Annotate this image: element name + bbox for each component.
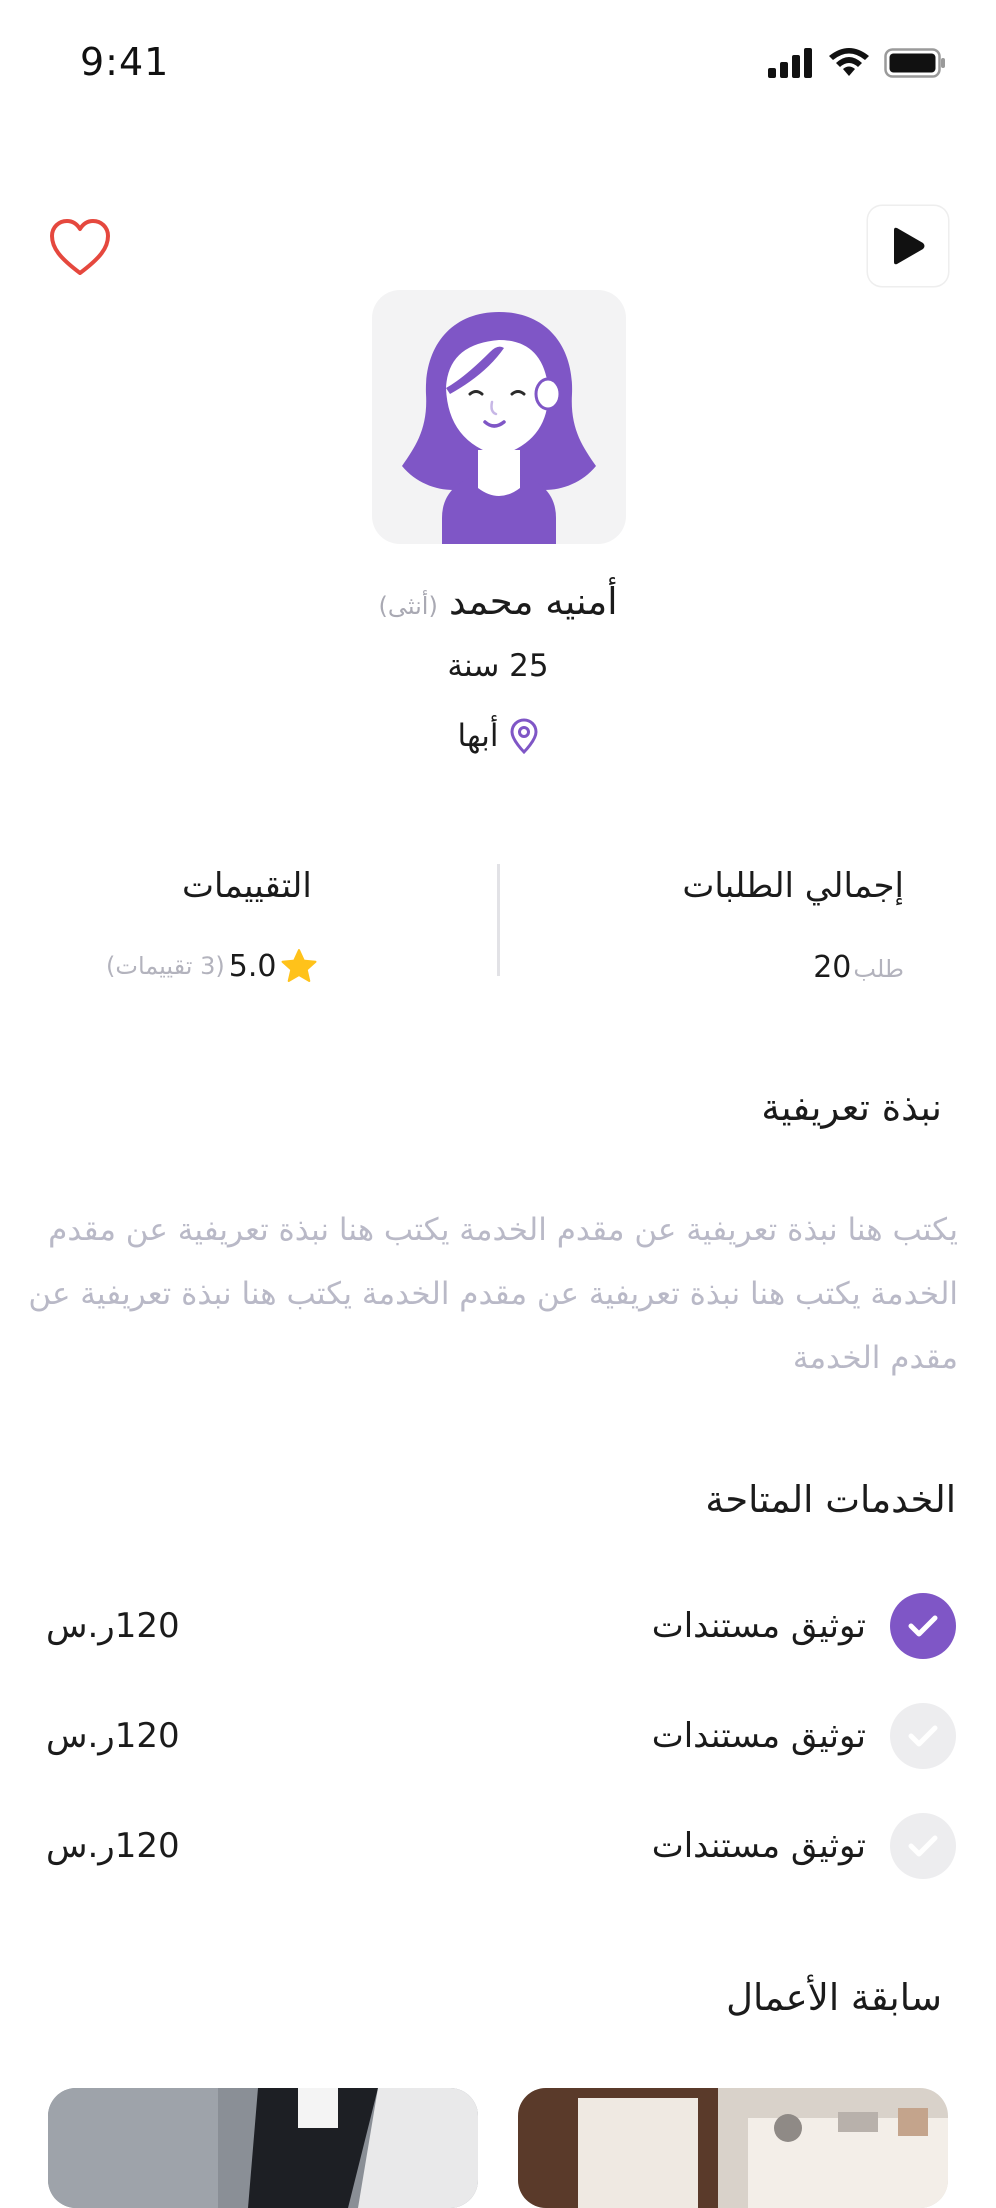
- check-icon: [907, 1723, 939, 1749]
- bio-text: يكتب هنا نبذة تعريفية عن مقدم الخدمة يكتب هنا نبذة تعريفية عن مقدم الخدمة يكتب هنا نبذة تعريفية عن مقدم الخدمة يكتب هنا نبذة تعريفية عن مقدم الخدمة: [28, 1212, 958, 1376]
- bio-title: نبذة تعريفية: [761, 1086, 942, 1129]
- ratings-value: [106, 948, 318, 984]
- service-name: توثيق مستندات: [651, 1606, 866, 1646]
- service-price: 120ر.س: [46, 1606, 180, 1646]
- location-pin-icon: [509, 718, 539, 754]
- orders-title: إجمالي الطلبات: [682, 866, 904, 906]
- signal-icon: [768, 48, 814, 78]
- service-item[interactable]: [46, 1810, 956, 1882]
- service-checkbox[interactable]: [890, 1813, 956, 1879]
- rating-value: 5.0: [228, 948, 277, 984]
- favorite-button[interactable]: [48, 218, 112, 278]
- play-video-button[interactable]: [868, 206, 948, 286]
- play-icon: [888, 226, 928, 266]
- service-price: 120ر.س: [46, 1826, 180, 1866]
- service-price: 120ر.س: [46, 1716, 180, 1756]
- profile-name-row: [0, 580, 996, 623]
- portfolio-title: سابقة الأعمال: [726, 1976, 942, 2019]
- profile-location: [0, 718, 996, 754]
- portfolio-image[interactable]: [518, 2088, 948, 2208]
- service-item[interactable]: [46, 1700, 956, 1772]
- orders-unit: طلب: [853, 955, 904, 983]
- portfolio-photo-kitchen: [518, 2088, 948, 2208]
- ratings-title: التقييمات: [182, 866, 312, 906]
- profile-gender: (أنثى): [378, 592, 438, 620]
- service-checkbox[interactable]: [890, 1593, 956, 1659]
- profile-name: أمنيه محمد: [448, 580, 618, 623]
- avatar: [372, 290, 626, 544]
- profile-city: أبها: [457, 718, 499, 754]
- service-name: توثيق مستندات: [651, 1716, 866, 1756]
- star-icon: [280, 948, 318, 984]
- check-icon: [907, 1613, 939, 1639]
- woman-avatar-icon: [372, 290, 626, 544]
- wifi-icon: [828, 48, 870, 78]
- orders-value: [813, 950, 904, 985]
- heart-icon: [48, 218, 112, 278]
- portfolio-image[interactable]: [48, 2088, 478, 2208]
- status-icons: [768, 48, 946, 78]
- service-name: توثيق مستندات: [651, 1826, 866, 1866]
- stats-divider: [497, 864, 500, 976]
- service-checkbox[interactable]: [890, 1703, 956, 1769]
- portfolio-photo-person: [48, 2088, 478, 2208]
- battery-icon: [884, 48, 946, 78]
- check-icon: [907, 1833, 939, 1859]
- services-title: الخدمات المتاحة: [705, 1478, 956, 1521]
- profile-age: 25 سنة: [447, 648, 549, 684]
- status-time: 9:41: [80, 40, 170, 84]
- orders-count: 20: [813, 950, 852, 985]
- service-item[interactable]: [46, 1590, 956, 1662]
- rating-count: (3 تقييمات): [106, 952, 225, 980]
